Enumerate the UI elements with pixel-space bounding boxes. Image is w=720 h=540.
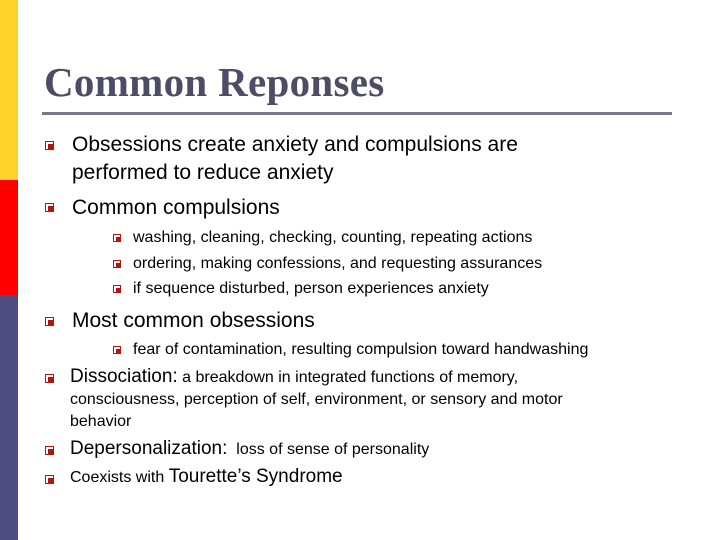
accent-bar-yellow <box>0 0 18 180</box>
sub-bullet-sequence: if sequence disturbed, person experiences anxiety <box>133 280 489 297</box>
bullet-text-line: Obsessions create anxiety and compulsions are <box>72 133 518 156</box>
sub-bullet-marker-icon <box>113 234 121 242</box>
bullet-tourette <box>70 466 343 489</box>
bullet-marker-icon <box>45 203 54 212</box>
slide-title: Common Reponses <box>44 59 385 105</box>
accent-bar-slate <box>0 295 18 540</box>
term-dissociation: Dissociation: <box>70 366 178 387</box>
bullet-common-compulsions: Common compulsions <box>72 196 280 219</box>
depersonalization-definition: loss of sense of personality <box>236 441 430 458</box>
bullet-marker-icon <box>45 374 54 383</box>
sub-bullet-marker-icon <box>113 260 121 268</box>
title-underline <box>42 112 672 115</box>
dissociation-line: consciousness, perception of self, environment, or sensory and motor <box>70 391 563 408</box>
sub-bullet-washing: washing, cleaning, checking, counting, repeating actions <box>133 229 533 246</box>
bullet-marker-icon <box>45 141 54 150</box>
dissociation-definition: a breakdown in integrated functions of memory, <box>182 369 519 386</box>
bullet-common-obsessions: Most common obsessions <box>72 309 315 332</box>
dissociation-line <box>70 366 563 389</box>
term-tourette: Tourette’s Syndrome <box>168 466 343 487</box>
tourette-prefix: Coexists with <box>70 469 165 486</box>
accent-bar-red <box>0 180 18 295</box>
bullet-dissociation <box>70 366 563 433</box>
term-depersonalization: Depersonalization: <box>70 438 228 459</box>
sub-bullet-marker-icon <box>113 346 121 354</box>
bullet-depersonalization <box>70 438 429 461</box>
sub-bullet-ordering: ordering, making confessions, and requesting assurances <box>133 255 543 272</box>
bullet-marker-icon <box>45 475 54 484</box>
sub-bullet-marker-icon <box>113 285 121 293</box>
bullet-text-line: performed to reduce anxiety <box>72 161 334 184</box>
bullet-obsessions <box>72 131 518 187</box>
dissociation-line: behavior <box>70 413 132 430</box>
bullet-marker-icon <box>45 446 54 455</box>
bullet-marker-icon <box>45 317 54 326</box>
sub-bullet-contamination: fear of contamination, resulting compulsion toward handwashing <box>133 341 589 358</box>
